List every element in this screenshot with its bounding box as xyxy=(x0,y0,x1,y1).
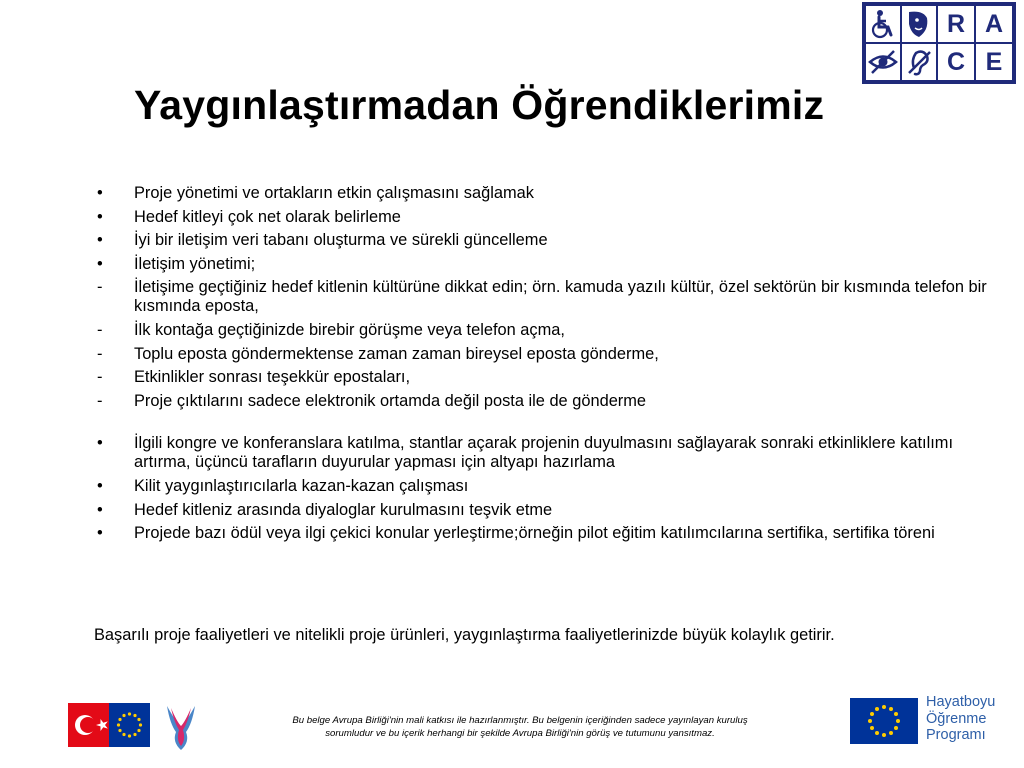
content-list xyxy=(94,184,999,548)
list-item-text: İlk kontağa geçtiğinizde birebir görüşme veya telefon açma, xyxy=(134,320,565,339)
list-item xyxy=(94,255,999,274)
dash-marker: - xyxy=(97,344,103,363)
list-item xyxy=(94,321,999,340)
bullet-marker: • xyxy=(97,434,103,453)
list-item-text: Hedef kitleniz arasında diyaloglar kurulmasını teşvik etme xyxy=(134,500,553,519)
list-item xyxy=(94,184,999,203)
dash-marker: - xyxy=(97,391,103,410)
list-item-text: Proje yönetimi ve ortakların etkin çalışmasını sağlamak xyxy=(134,184,534,202)
race-letter-e: E xyxy=(976,44,1012,80)
disclaimer-line: Bu belge Avrupa Birliği'nin mali katkısı ile hazırlanmıştır. Bu belgenin içeriğinden sadece yayınlayan kuruluş xyxy=(292,715,748,726)
eu-disclaimer xyxy=(230,714,810,740)
slide-title: Yaygınlaştırmadan Öğrendiklerimiz xyxy=(134,82,825,128)
list-item-text: Kilit yaygınlaştırıcılarla kazan-kazan çalışması xyxy=(134,476,469,495)
bullet-marker: • xyxy=(97,207,103,226)
list-item-text: Toplu eposta göndermektense zaman zaman bireysel eposta gönderme, xyxy=(134,344,659,363)
figure-logo-icon xyxy=(164,702,198,752)
bullet-marker: • xyxy=(97,524,103,543)
list-item xyxy=(94,477,999,496)
list-item-text: Projede bazı ödül veya ilgi çekici konular yerleştirme;örneğin pilot eğitim katılımcılarına sertifika, sertifika töreni xyxy=(134,524,935,543)
face-icon xyxy=(902,6,936,42)
race-letter-a: A xyxy=(976,6,1012,42)
ear-icon xyxy=(902,44,936,80)
list-item-text: İlgili kongre ve konferanslara katılma, stantlar açarak projenin duyulmasını sağlayarak sonraki etkinliklere katılımı artırma, üçüncü tarafların duyurular yapması için altyapı hazırlama xyxy=(134,434,953,472)
bullet-marker: • xyxy=(97,500,103,519)
turkey-eu-flags-icon xyxy=(68,703,150,747)
race-logo xyxy=(862,2,1016,84)
list-item-text: Etkinlikler sonrası teşekkür epostaları, xyxy=(134,368,411,387)
list-item-text: İletişime geçtiğiniz hedef kitlenin kültürüne dikkat edin; örn. kamuda yazılı kültür, özel sektörün bir kısmında telefon bir kısmında eposta, xyxy=(134,278,987,316)
eu-flag-icon xyxy=(850,698,918,744)
list-item xyxy=(94,392,999,411)
disclaimer-line: sorumludur ve bu içerik herhangi bir şekilde Avrupa Birliği'nin görüş ve tutumunu yansıtmaz. xyxy=(325,728,715,739)
bullet-marker: • xyxy=(97,476,103,495)
list-item xyxy=(94,434,999,472)
wheelchair-icon xyxy=(866,6,900,42)
dash-marker: - xyxy=(97,278,103,297)
race-letter-r: R xyxy=(938,6,974,42)
list-item xyxy=(94,524,999,543)
race-letter-c: C xyxy=(938,44,974,80)
program-name: Hayatboyu Öğrenme Programı xyxy=(926,694,996,743)
list-item xyxy=(94,345,999,364)
bullet-marker: • xyxy=(97,231,103,250)
list-item-text: Proje çıktılarını sadece elektronik ortamda değil posta ile de gönderme xyxy=(134,391,647,410)
list-item xyxy=(94,231,999,250)
bullet-marker: • xyxy=(97,254,103,273)
dash-marker: - xyxy=(97,368,103,387)
list-item-text: İletişim yönetimi; xyxy=(134,254,256,273)
list-item-text: Hedef kitleyi çok net olarak belirleme xyxy=(134,207,401,226)
list-item-text: İyi bir iletişim veri tabanı oluşturma ve sürekli güncelleme xyxy=(134,231,548,250)
bullet-marker: • xyxy=(97,184,103,202)
list-item xyxy=(94,501,999,520)
list-item xyxy=(94,208,999,227)
dash-marker: - xyxy=(97,320,103,339)
list-item xyxy=(94,278,999,316)
list-item xyxy=(94,368,999,387)
closing-statement: Başarılı proje faaliyetleri ve nitelikli proje ürünleri, yaygınlaştırma faaliyetlerinizde büyük kolaylık getirir. xyxy=(94,626,835,644)
eye-icon xyxy=(866,44,900,80)
list-spacer xyxy=(94,415,999,434)
